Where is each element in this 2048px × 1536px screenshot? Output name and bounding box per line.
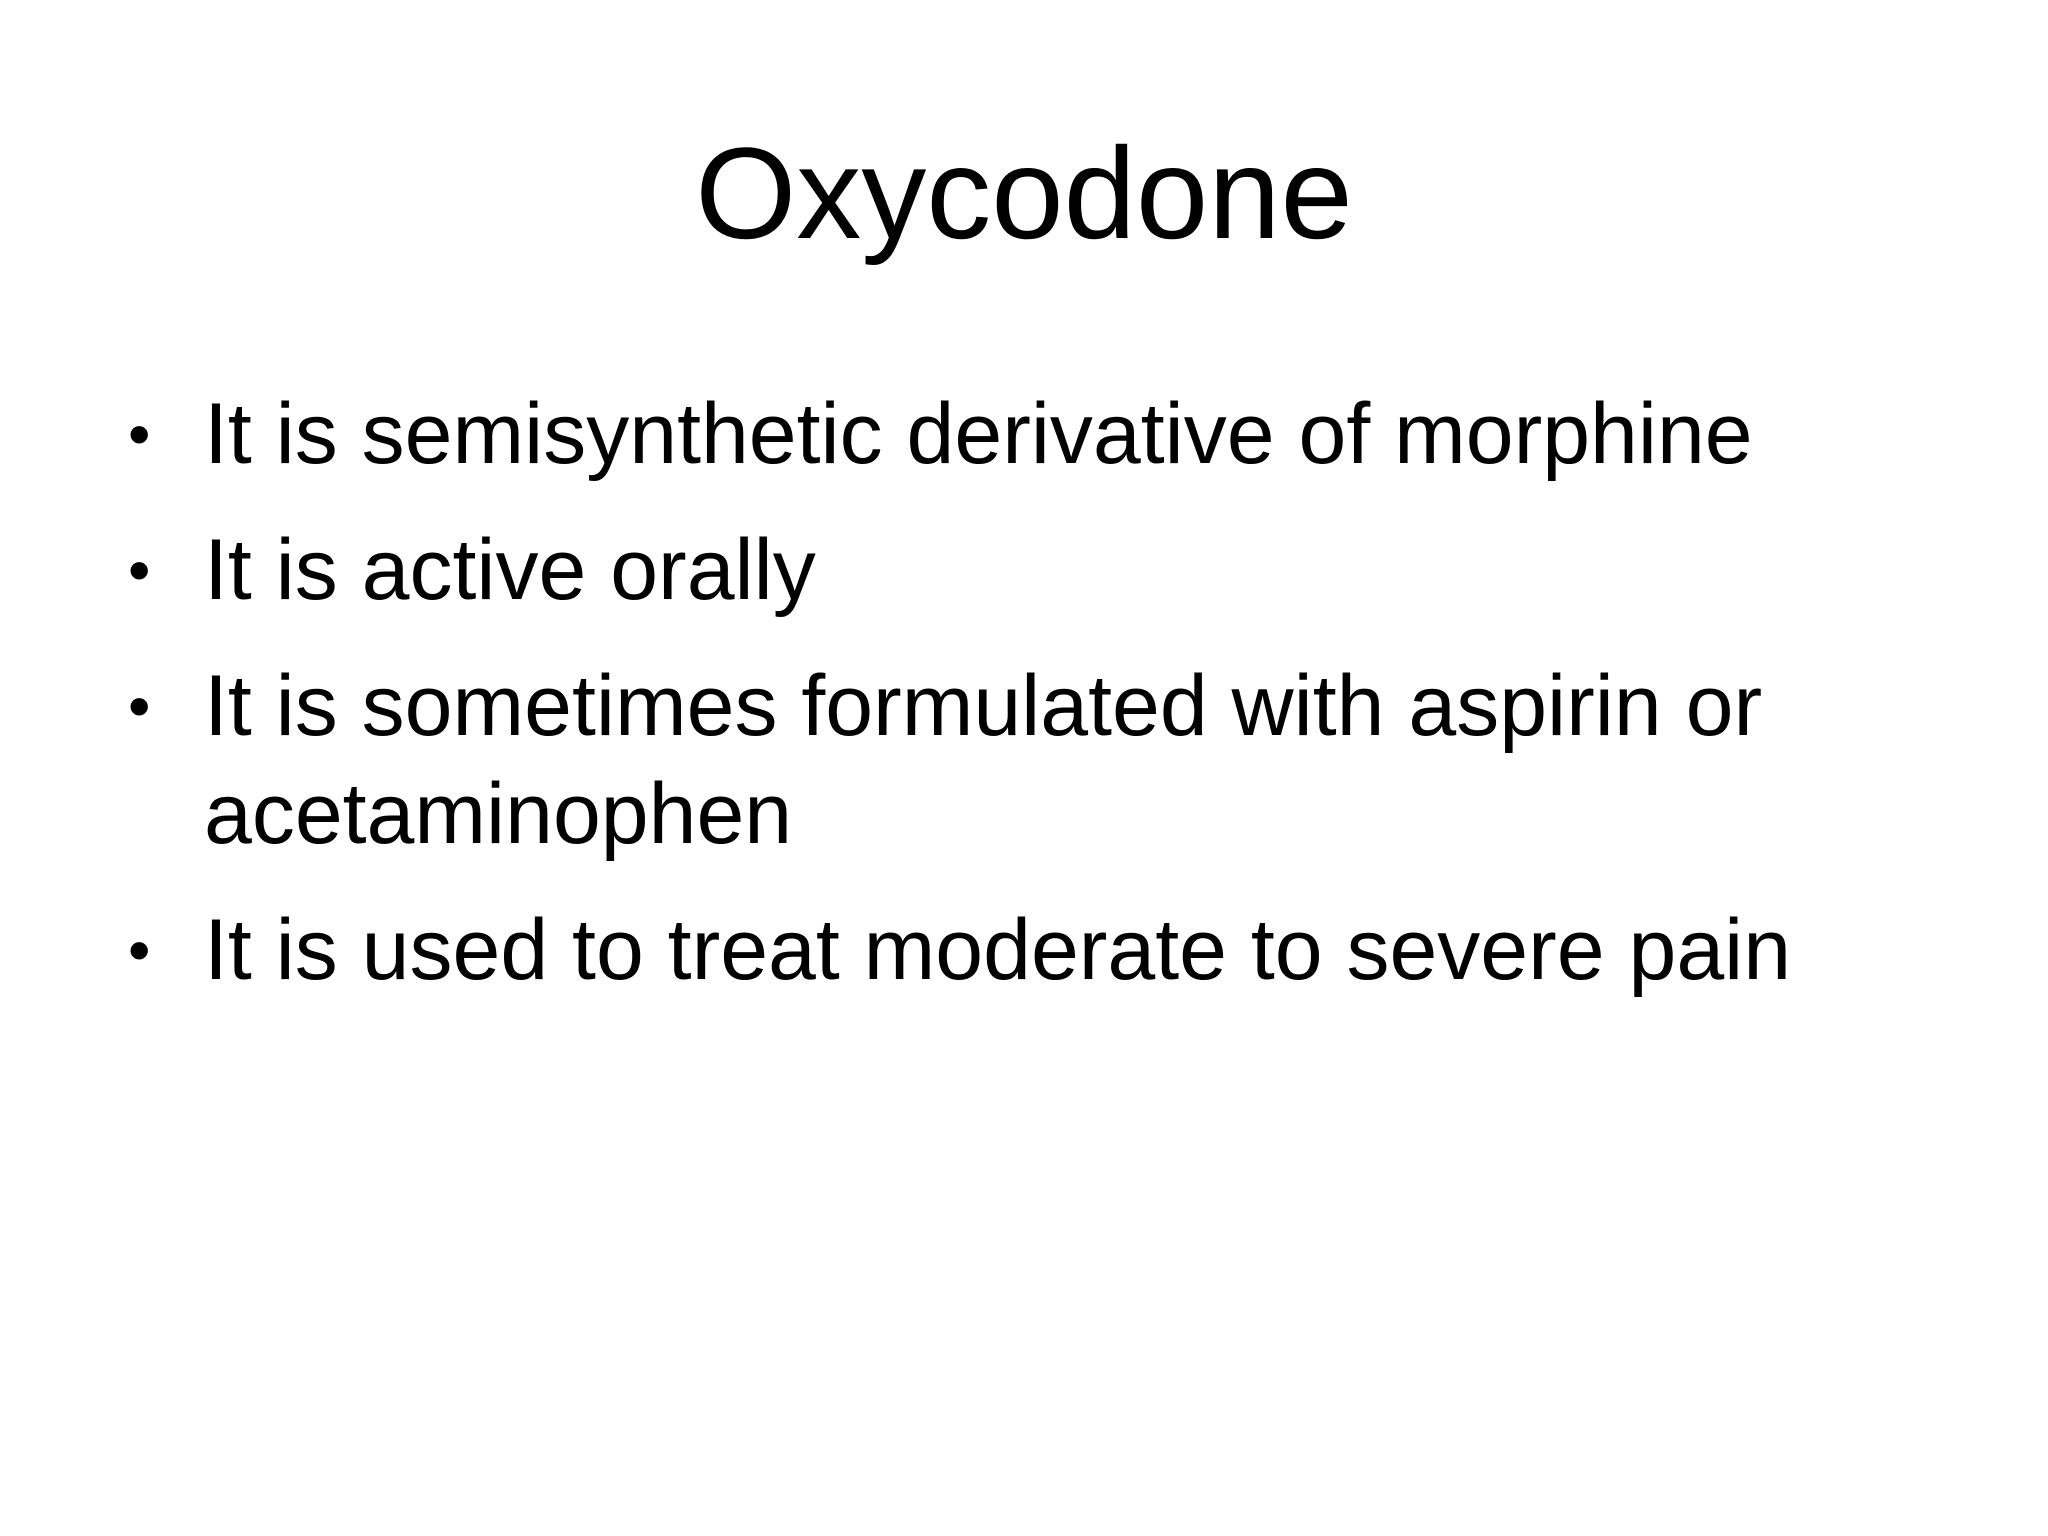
- bullet-list: [120, 380, 1980, 1032]
- bullet-text: It is sometimes formulated with aspirin or acetaminophen: [204, 658, 1763, 862]
- slide-title: Oxycodone: [695, 120, 1353, 266]
- bullet-icon: •: [128, 398, 151, 470]
- bullet-text: It is active orally: [204, 522, 816, 618]
- bullet-item: [120, 516, 1980, 624]
- bullet-icon: •: [128, 534, 151, 606]
- bullet-text: It is used to treat moderate to severe pain: [204, 902, 1792, 998]
- bullet-icon: •: [128, 670, 151, 742]
- bullet-icon: •: [128, 914, 151, 986]
- bullet-item: [120, 380, 1980, 488]
- bullet-item: [120, 896, 1980, 1004]
- bullet-item: [120, 652, 1980, 868]
- bullet-text: It is semisynthetic derivative of morphine: [204, 386, 1753, 482]
